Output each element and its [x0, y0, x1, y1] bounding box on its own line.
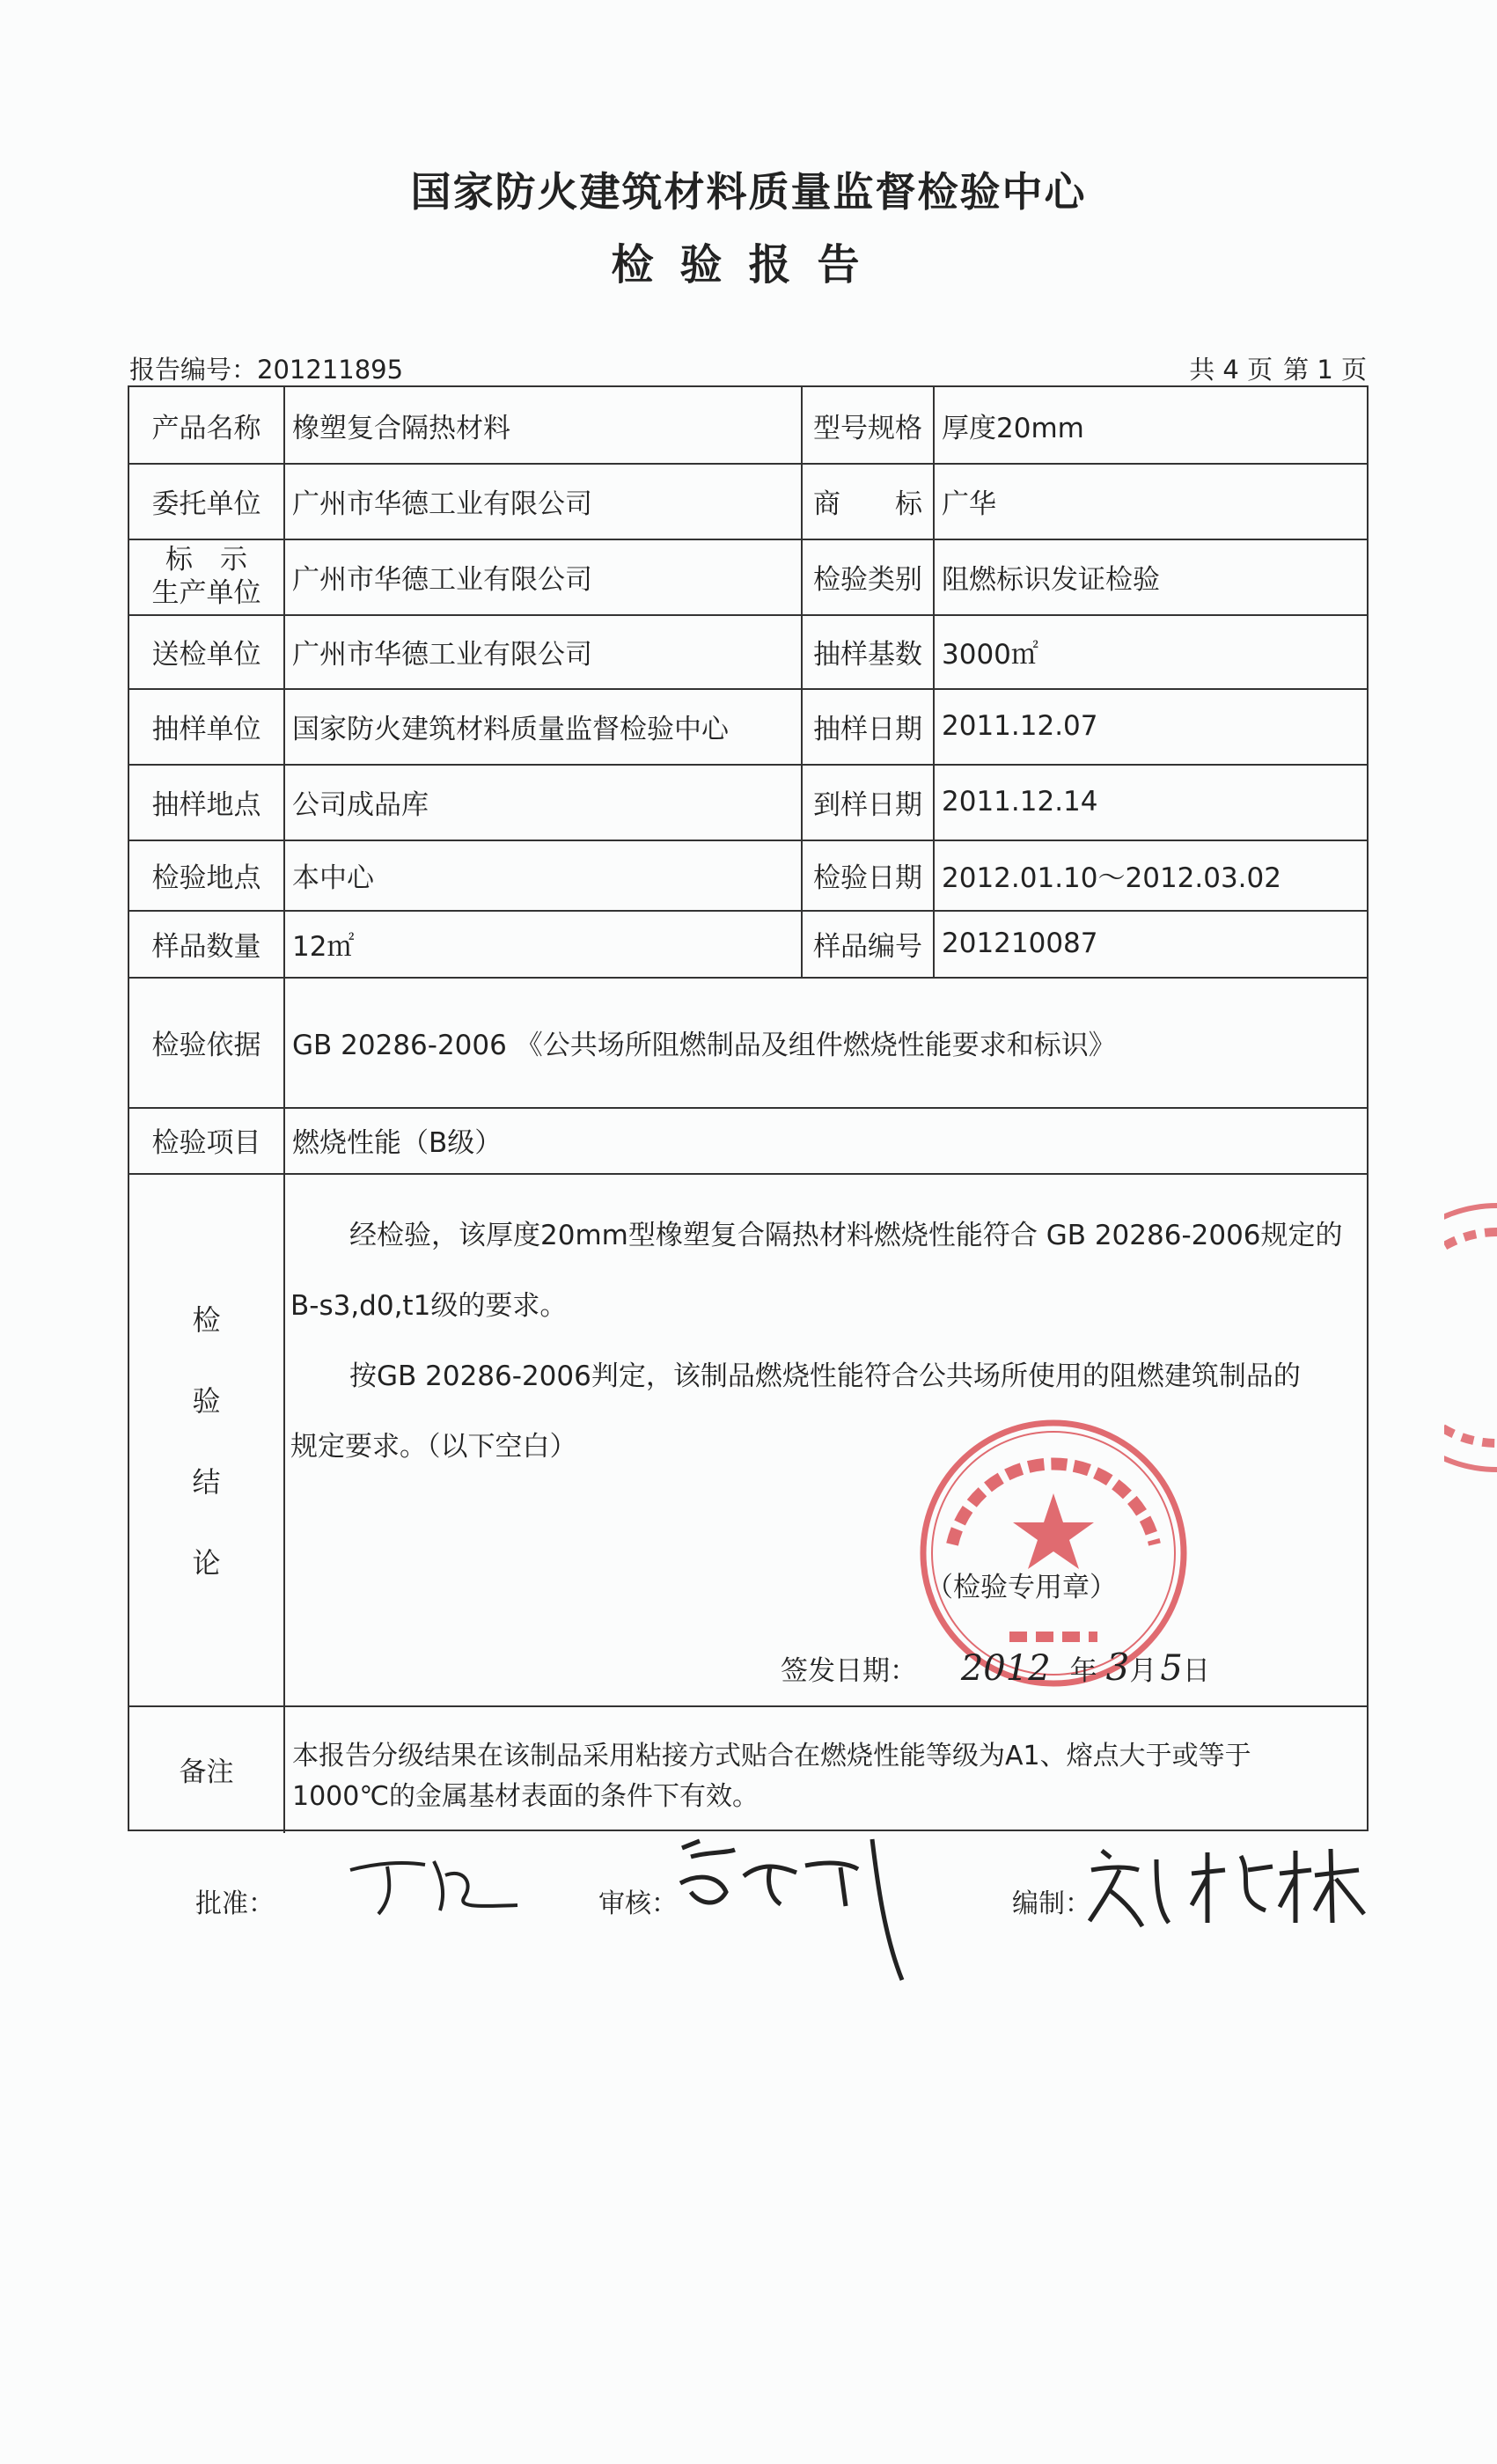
label-sampler: 抽样单位: [151, 713, 261, 745]
label-inspection-type: 检验类别: [813, 563, 922, 596]
conclusion-char: 结: [192, 1464, 221, 1499]
issue-day-unit: 日: [1182, 1655, 1210, 1687]
value-trademark: 广华: [942, 488, 996, 520]
reviewer-signature: [664, 1830, 928, 1989]
conclusion-char: 验: [192, 1383, 221, 1418]
label-submitter: 送检单位: [151, 638, 261, 671]
report-number-label: 报告编号：: [129, 355, 258, 385]
remarks-line2: 1000℃的金属基材表面的条件下有效。: [292, 1781, 760, 1812]
report-table: [128, 385, 1369, 1831]
label-arrival-date: 到样日期: [813, 788, 922, 821]
page-total: 共 4 页: [1189, 355, 1273, 385]
org-title: 国家防火建筑材料质量监督检验中心: [410, 168, 1087, 216]
issue-date-label: 签发日期：: [781, 1655, 917, 1687]
conclusion-p2-line2: 规定要求。（以下空白）: [290, 1431, 577, 1463]
label-trademark: 商 标: [813, 488, 922, 520]
label-test-items: 检验项目: [151, 1127, 261, 1159]
label-manufacturer-line1: 标 示: [165, 544, 247, 576]
issue-month-unit: 月: [1129, 1655, 1157, 1687]
value-sample-no: 201210087: [942, 928, 1098, 959]
value-client: 广州市华德工业有限公司: [292, 488, 592, 520]
issue-day: 5: [1160, 1648, 1183, 1689]
conclusion-p2-line1: 按GB 20286-2006判定，该制品燃烧性能符合公共场所使用的阻燃建筑制品的: [349, 1360, 1301, 1392]
value-arrival-date: 2011.12.14: [942, 786, 1098, 818]
issue-year: 2012: [960, 1648, 1051, 1689]
issue-month: 3: [1105, 1646, 1130, 1689]
value-inspection-type: 阻燃标识发证检验: [942, 563, 1160, 596]
label-basis: 检验依据: [151, 1029, 261, 1061]
label-model-spec: 型号规格: [813, 412, 922, 444]
review-label: 审核：: [598, 1888, 678, 1919]
value-inspection-date: 2012.01.10～2012.03.02: [942, 862, 1281, 894]
value-sampler: 国家防火建筑材料质量监督检验中心: [292, 713, 729, 745]
issue-date: [781, 1646, 1210, 1689]
label-manufacturer-line2: 生产单位: [151, 577, 261, 609]
value-sampling-site: 公司成品库: [292, 788, 429, 821]
stamp-caption: （检验专用章）: [926, 1572, 1117, 1603]
issue-year-unit: 年: [1069, 1655, 1097, 1687]
approver-signature: [341, 1844, 526, 1923]
label-sampling-base: 抽样基数: [813, 638, 922, 671]
value-sampling-base: 3000㎡: [942, 638, 1038, 671]
value-submitter: 广州市华德工业有限公司: [292, 638, 592, 671]
label-manufacturer: [129, 539, 283, 614]
label-sample-no: 样品编号: [813, 930, 922, 963]
value-model-spec: 厚度20mm: [942, 412, 1084, 444]
value-test-items: 燃烧性能（B级）: [292, 1127, 503, 1159]
page-current: 第 1 页: [1283, 355, 1367, 385]
remarks-line1: 本报告分级结果在该制品采用粘接方式贴合在燃烧性能等级为A1、熔点大于或等于: [292, 1741, 1251, 1771]
label-conclusion: [129, 1173, 283, 1705]
conclusion-char: 论: [192, 1545, 221, 1580]
conclusion-char: 检: [192, 1302, 221, 1337]
label-sampling-site: 抽样地点: [151, 788, 261, 821]
conclusion-p1-line2: B-s3,d0,t1级的要求。: [290, 1290, 568, 1322]
approve-label: 批准：: [195, 1888, 275, 1919]
value-sampling-date: 2011.12.07: [942, 710, 1098, 742]
label-product-name: 产品名称: [151, 412, 261, 444]
value-manufacturer: 广州市华德工业有限公司: [292, 563, 592, 596]
report-number: [129, 350, 403, 386]
label-client: 委托单位: [151, 488, 261, 520]
compiler-signature: [1084, 1835, 1375, 1932]
label-sample-qty: 样品数量: [151, 930, 261, 963]
value-basis: GB 20286-2006 《公共场所阻燃制品及组件燃烧性能要求和标识》: [292, 1029, 1116, 1061]
value-sample-qty: 12㎡: [292, 930, 355, 963]
report-number-value: 201211895: [257, 355, 404, 385]
doc-title: 检验报告: [611, 240, 886, 290]
conclusion-p1-line1: 经检验，该厚度20mm型橡塑复合隔热材料燃烧性能符合 GB 20286-2006规定的: [349, 1220, 1343, 1251]
label-sampling-date: 抽样日期: [813, 713, 922, 745]
value-inspection-site: 本中心: [292, 862, 374, 894]
page-indicator: [1178, 350, 1367, 386]
value-product-name: 橡塑复合隔热材料: [292, 412, 510, 444]
label-inspection-date: 检验日期: [813, 862, 922, 894]
compile-label: 编制：: [1012, 1888, 1091, 1919]
label-remarks: 备注: [179, 1756, 234, 1788]
label-inspection-site: 检验地点: [151, 862, 261, 894]
edge-stamp-icon: [1444, 1197, 1497, 1478]
